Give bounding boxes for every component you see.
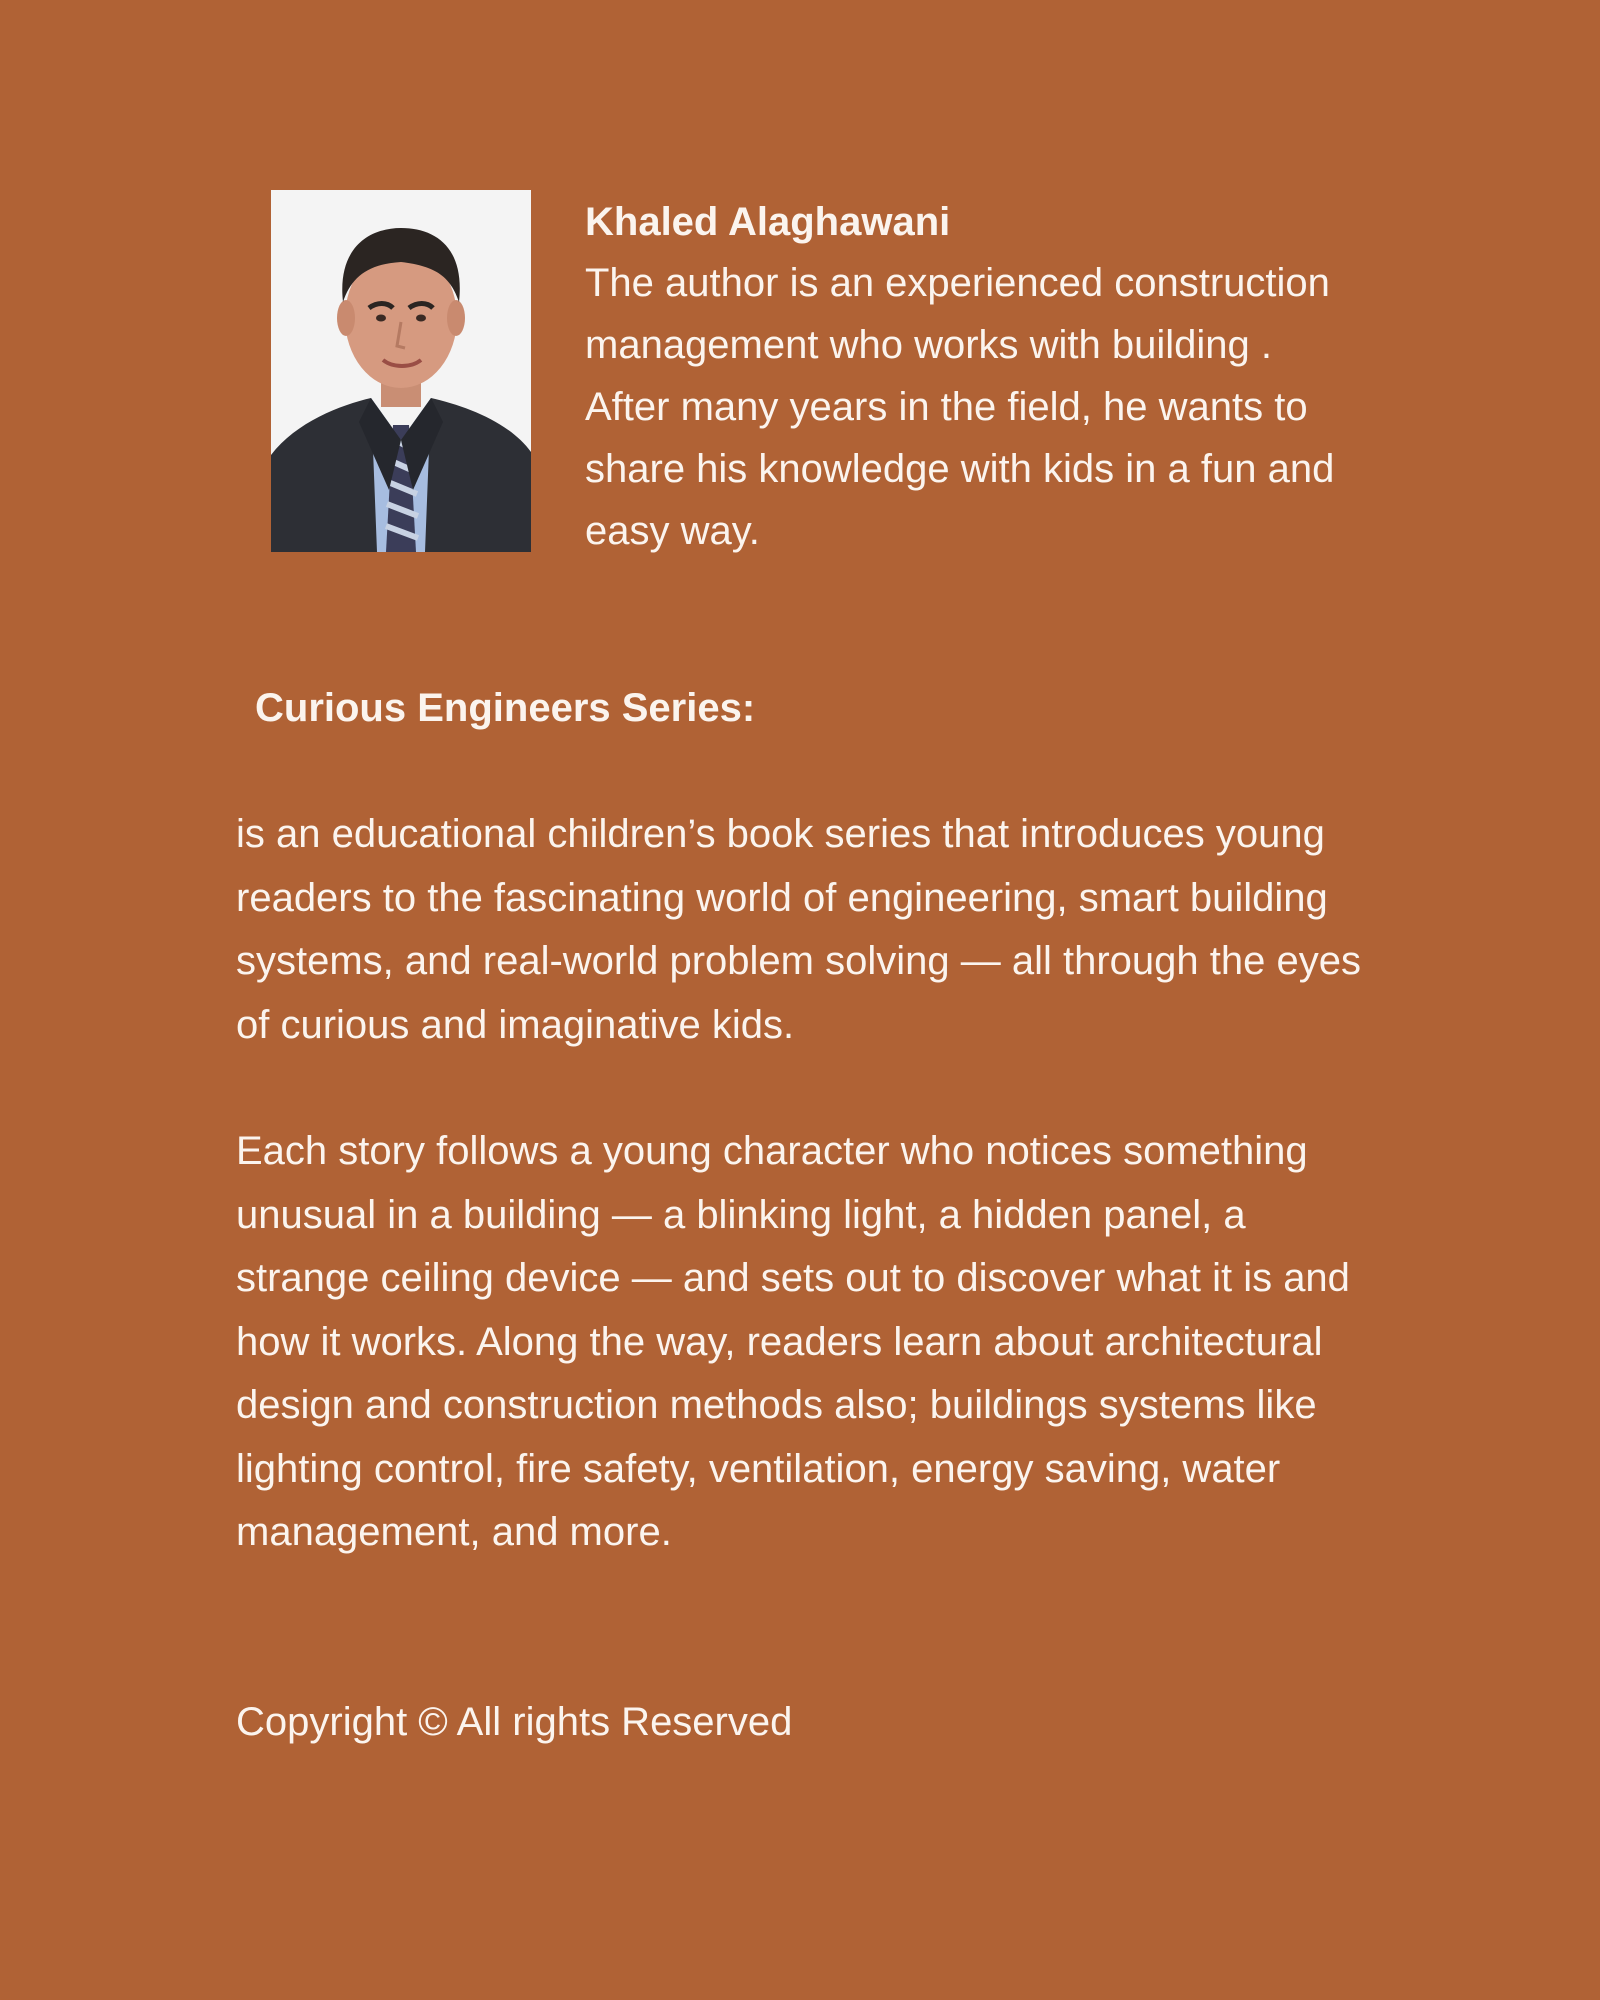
series-description-paragraph: is an educational children’s book series that introduces young readers to the fascinating world of engineering, smart building systems, and real-world problem solving — all through the eyes of curious and imaginative kids.: [236, 812, 1361, 1047]
author-photo: [271, 190, 531, 552]
copyright-notice: Copyright © All rights Reserved: [236, 1700, 793, 1744]
series-title: Curious Engineers Series:: [255, 686, 756, 730]
author-portrait-icon: [271, 190, 531, 552]
author-bio: The author is an experienced construction management who works with building . After many years in the field, he wants to share his knowledge with kids in a fun and easy way.: [585, 261, 1335, 553]
series-story-paragraph: Each story follows a young character who notices something unusual in a building — a blinking light, a hidden panel, a strange ceiling device — and sets out to discover what it is and how it works. Along the way, readers learn about architectural design and construction methods also; buildings systems like lighting control, fire safety, ventilation, energy saving, water management, and more.: [236, 1129, 1350, 1554]
author-info: [585, 192, 1375, 562]
author-name: Khaled Alaghawani: [585, 200, 951, 244]
